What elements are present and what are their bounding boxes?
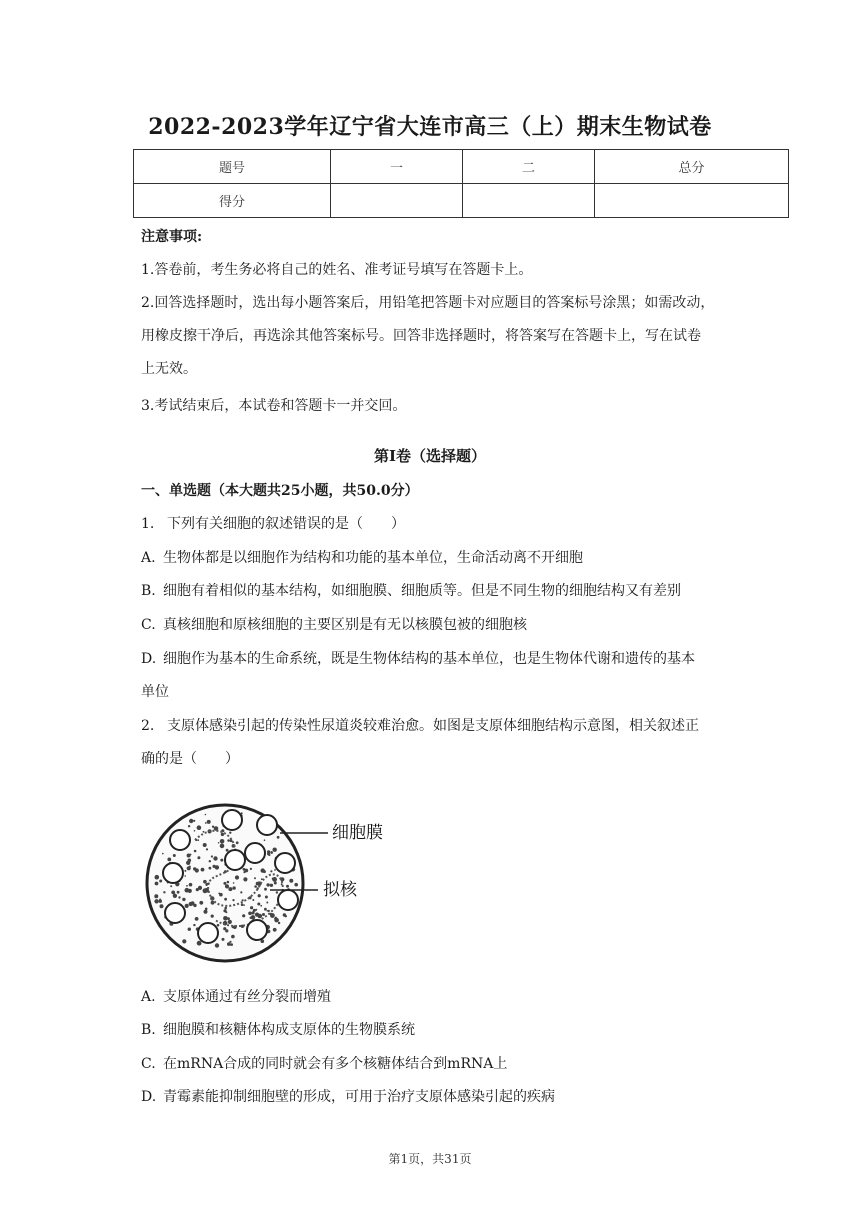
cytoplasm-particle xyxy=(273,928,277,932)
cytoplasm-particle xyxy=(196,888,199,891)
option-b xyxy=(141,1020,415,1040)
cytoplasm-particle xyxy=(215,865,219,869)
cytoplasm-particle xyxy=(195,868,199,872)
cytoplasm-particle xyxy=(227,942,231,946)
cytoplasm-particle xyxy=(193,904,196,907)
option-letter: C. xyxy=(141,617,156,633)
cytoplasm-particle xyxy=(154,894,158,898)
notice-line: 用橡皮擦干净后，再选涂其他答案标号。回答非选择题时，将答案写在答题卡上，写在试卷 xyxy=(141,328,701,344)
cytoplasm-particle xyxy=(294,883,298,887)
option-text: 生物体都是以细胞作为结构和功能的基本单位，生命活动离不开细胞 xyxy=(163,550,583,566)
cytoplasm-particle xyxy=(252,899,254,901)
cytoplasm-particle xyxy=(227,881,230,884)
cytoplasm-particle xyxy=(182,939,186,943)
question-number: 1. xyxy=(141,516,155,532)
cytoplasm-particle xyxy=(248,912,252,916)
cytoplasm-particle xyxy=(167,858,171,862)
cytoplasm-particle xyxy=(173,854,176,857)
cytoplasm-particle xyxy=(211,855,213,857)
cytoplasm-particle xyxy=(223,909,226,912)
cytoplasm-particle xyxy=(155,882,159,886)
cytoplasm-particle xyxy=(226,849,229,852)
cytoplasm-particle xyxy=(267,910,269,912)
cytoplasm-particle xyxy=(232,886,235,889)
cytoplasm-particle xyxy=(277,836,280,839)
question-stem: 支原体感染引起的传染性尿道炎较难治愈。如图是支原体细胞结构示意图，相关叙述正 xyxy=(167,718,699,734)
cytoplasm-particle xyxy=(274,882,277,885)
notice-line: 3.考试结束后，本试卷和答题卡一并交回。 xyxy=(141,398,407,414)
question-stem: 下列有关细胞的叙述错误的是（ ） xyxy=(167,516,405,532)
header-cell-part1: 一 xyxy=(331,150,463,184)
cytoplasm-particle xyxy=(270,884,273,887)
cytoplasm-particle xyxy=(223,882,226,885)
cytoplasm-particle xyxy=(159,899,161,901)
cytoplasm-particle xyxy=(218,893,220,895)
cytoplasm-particle xyxy=(265,896,268,899)
cytoplasm-particle xyxy=(227,917,230,920)
cytoplasm-particle xyxy=(222,939,224,941)
score-table-header-row xyxy=(134,150,789,184)
cytoplasm-particle xyxy=(282,879,284,881)
cytoplasm-particle xyxy=(186,861,190,865)
option-letter: A. xyxy=(141,550,156,566)
cytoplasm-particle xyxy=(218,842,220,844)
cytoplasm-particle xyxy=(232,899,234,901)
cytoplasm-particle xyxy=(220,839,225,844)
cytoplasm-particle xyxy=(267,850,270,853)
question-number: 2. xyxy=(141,718,155,734)
score-cell xyxy=(331,184,463,218)
cytoplasm-particle xyxy=(197,839,199,841)
cytoplasm-particle xyxy=(254,885,257,888)
header-cell-question: 题号 xyxy=(134,150,331,184)
cytoplasm-particle xyxy=(170,885,172,887)
cytoplasm-particle xyxy=(213,856,217,860)
cytoplasm-particle xyxy=(194,830,196,832)
cytoplasm-particle xyxy=(258,894,261,897)
cytoplasm-particle xyxy=(285,915,287,917)
cytoplasm-particle xyxy=(195,917,199,921)
page-title: 2022-2023学年辽宁省大连市高三（上）期末生物试卷 xyxy=(148,114,712,140)
cytoplasm-particle xyxy=(220,844,225,849)
cytoplasm-particle xyxy=(236,841,239,844)
cytoplasm-particle xyxy=(229,832,231,834)
cytoplasm-particle xyxy=(188,825,190,827)
mycoplasma-cell-diagram xyxy=(140,795,420,975)
cytoplasm-particle xyxy=(207,820,211,824)
cytoplasm-particle xyxy=(211,901,215,905)
cytoplasm-particle xyxy=(205,908,208,911)
page-footer: 第1页，共31页 xyxy=(388,1152,472,1166)
cytoplasm-particle xyxy=(224,907,227,910)
option-letter: C. xyxy=(141,1056,156,1072)
cytoplasm-particle xyxy=(177,891,180,894)
cytoplasm-particle xyxy=(253,909,256,912)
cytoplasm-particle xyxy=(262,913,265,916)
option-text: 细胞膜和核糖体构成支原体的生物膜系统 xyxy=(163,1022,415,1038)
option-letter: B. xyxy=(141,583,156,599)
cytoplasm-particle xyxy=(197,856,200,859)
cytoplasm-particle xyxy=(261,868,265,872)
cytoplasm-particle xyxy=(261,878,263,880)
cytoplasm-particle xyxy=(250,906,253,909)
cytoplasm-particle xyxy=(223,916,228,921)
cytoplasm-particle xyxy=(190,854,192,856)
cytoplasm-particle xyxy=(264,908,267,911)
cytoplasm-particle xyxy=(235,875,239,879)
membrane-label: 细胞膜 xyxy=(332,823,383,843)
cytoplasm-particle xyxy=(204,910,208,914)
cytoplasm-particle xyxy=(250,917,252,919)
cytoplasm-particle xyxy=(233,882,235,884)
cytoplasm-particle xyxy=(270,870,272,872)
cytoplasm-particle xyxy=(185,904,189,908)
cytoplasm-particle xyxy=(241,903,244,906)
option-letter: D. xyxy=(141,1089,157,1105)
option-text: 青霉素能抑制细胞壁的形成，可用于治疗支原体感染引起的疾病 xyxy=(163,1089,555,1105)
notice-line: 1.答卷前，考生务必将自己的姓名、准考证号填写在答题卡上。 xyxy=(141,262,533,278)
cytoplasm-particle xyxy=(231,935,235,939)
option-letter: D. xyxy=(141,651,157,667)
cytoplasm-particle xyxy=(184,870,186,872)
cytoplasm-particle xyxy=(268,854,270,856)
cytoplasm-particle xyxy=(199,901,203,905)
cytoplasm-particle xyxy=(184,875,186,877)
option-letter: B. xyxy=(141,1022,156,1038)
cytoplasm-particle xyxy=(155,875,160,880)
cytoplasm-particle xyxy=(270,851,273,854)
cytoplasm-particle xyxy=(159,880,162,883)
score-table-score-row xyxy=(134,184,789,218)
cytoplasm-particle xyxy=(274,869,276,871)
option-c xyxy=(141,1054,507,1074)
cytoplasm-particle xyxy=(250,868,252,870)
cytoplasm-particle xyxy=(194,850,197,853)
cytoplasm-particle xyxy=(197,941,202,946)
option-text: 真核细胞和原核细胞的主要区别是有无以核膜包被的细胞核 xyxy=(163,617,527,633)
header-cell-total: 总分 xyxy=(595,150,789,184)
cytoplasm-particle xyxy=(270,913,275,918)
score-row-label: 得分 xyxy=(134,184,331,218)
cytoplasm-particle xyxy=(273,848,277,852)
option-a xyxy=(141,548,583,568)
notice-line: 上无效。 xyxy=(141,361,197,377)
notice-line: 2.回答选择题时，选出每小题答案后，用铅笔把答题卡对应题目的答案标号涂黑；如需改动， xyxy=(141,295,715,311)
cytoplasm-particle xyxy=(178,896,180,898)
cytoplasm-particle xyxy=(189,866,191,868)
cytoplasm-particle xyxy=(223,927,226,930)
cytoplasm-particle xyxy=(188,928,191,931)
cytoplasm-particle xyxy=(220,859,223,862)
cytoplasm-particle xyxy=(266,902,268,904)
cytoplasm-particle xyxy=(229,921,232,924)
cytoplasm-particle xyxy=(286,885,289,888)
score-table xyxy=(133,149,789,218)
cytoplasm-particle xyxy=(274,918,279,923)
cytoplasm-particle xyxy=(205,814,207,816)
cytoplasm-particle xyxy=(276,891,278,893)
cytoplasm-particle xyxy=(186,885,188,887)
cytoplasm-particle xyxy=(182,898,185,901)
cytoplasm-particle xyxy=(272,877,277,882)
part-title: 一、单选题（本大题共25小题，共50.0分） xyxy=(141,483,419,499)
cytoplasm-particle xyxy=(264,839,266,841)
cytoplasm-particle xyxy=(163,891,165,893)
cytoplasm-particle xyxy=(244,869,248,873)
cytoplasm-particle xyxy=(193,820,195,822)
cytoplasm-particle xyxy=(185,888,190,893)
cytoplasm-particle xyxy=(203,843,207,847)
cytoplasm-particle xyxy=(154,899,158,903)
cytoplasm-particle xyxy=(162,853,164,855)
question-2 xyxy=(141,716,699,736)
cytoplasm-particle xyxy=(264,888,267,891)
cytoplasm-particle xyxy=(209,867,212,870)
cytoplasm-particle xyxy=(209,860,211,862)
question-1 xyxy=(141,514,405,534)
cytoplasm-particle xyxy=(243,877,247,881)
option-text: 在mRNA合成的同时就会有多个核糖体结合到mRNA上 xyxy=(163,1056,508,1072)
cytoplasm-particle xyxy=(228,887,232,891)
cytoplasm-particle xyxy=(201,868,205,872)
cytoplasm-particle xyxy=(211,915,214,918)
option-d-continued: 单位 xyxy=(141,684,169,700)
cytoplasm-particle xyxy=(205,822,207,824)
cytoplasm-particle xyxy=(217,924,220,927)
option-d xyxy=(141,1087,555,1107)
cytoplasm-particle xyxy=(189,902,193,906)
option-a xyxy=(141,987,331,1007)
cytoplasm-particle xyxy=(257,903,260,906)
cytoplasm-particle xyxy=(255,913,259,917)
score-cell xyxy=(463,184,595,218)
score-cell xyxy=(595,184,789,218)
cytoplasm-particle xyxy=(160,904,164,908)
cytoplasm-particle xyxy=(242,914,245,917)
cytoplasm-particle xyxy=(197,825,202,830)
cytoplasm-particle xyxy=(224,898,227,901)
nucleoid-label: 拟核 xyxy=(323,880,357,900)
cytoplasm-particle xyxy=(221,833,224,836)
cytoplasm-particle xyxy=(215,943,219,947)
section-title: 第I卷（选择题） xyxy=(373,447,487,465)
option-d xyxy=(141,649,695,669)
option-text: 细胞作为基本的生命系统，既是生物体结构的基本单位，也是生物体代谢和遗传的基本 xyxy=(163,651,695,667)
cytoplasm-particle xyxy=(289,879,293,883)
cytoplasm-particle xyxy=(189,819,193,823)
cytoplasm-particle xyxy=(278,922,280,924)
cytoplasm-particle xyxy=(254,877,256,879)
option-c xyxy=(141,615,527,635)
option-text: 支原体通过有丝分裂而增殖 xyxy=(163,989,331,1005)
option-letter: A. xyxy=(141,989,156,1005)
question-stem-continued: 确的是（ ） xyxy=(141,751,239,767)
cytoplasm-particle xyxy=(260,905,262,907)
cytoplasm-particle xyxy=(230,943,233,946)
cytoplasm-particle xyxy=(203,831,205,833)
header-cell-part2: 二 xyxy=(463,150,595,184)
cytoplasm-particle xyxy=(203,880,207,884)
cytoplasm-particle xyxy=(206,848,208,850)
cytoplasm-particle xyxy=(171,891,175,895)
cytoplasm-particle xyxy=(243,904,245,906)
cytoplasm-particle xyxy=(193,924,195,926)
option-text: 细胞有着相似的基本结构，如细胞膜、细胞质等。但是不同生物的细胞结构又有差别 xyxy=(163,583,681,599)
cytoplasm-particle xyxy=(240,891,242,893)
notice-heading: 注意事项: xyxy=(141,229,203,245)
cytoplasm-particle xyxy=(266,883,269,886)
cytoplasm-particle xyxy=(189,883,193,887)
option-b xyxy=(141,581,681,601)
cytoplasm-particle xyxy=(225,884,229,888)
cytoplasm-particle xyxy=(227,839,230,842)
